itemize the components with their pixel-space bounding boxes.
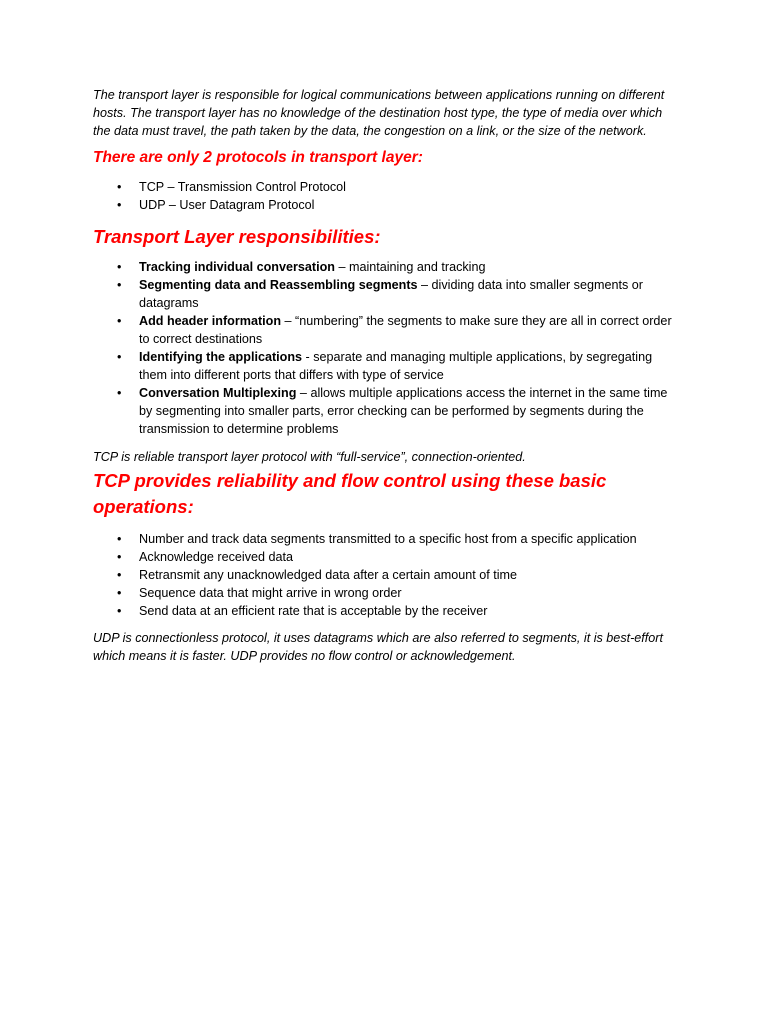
item-term: Conversation Multiplexing bbox=[139, 386, 297, 400]
list-item bbox=[93, 348, 678, 384]
list-item: • Retransmit any unacknowledged data after a certain amount of time bbox=[117, 568, 518, 582]
item-term: Add header information bbox=[139, 314, 282, 328]
bullet-icon: • bbox=[117, 260, 122, 274]
bullet-icon: • bbox=[117, 180, 122, 194]
item-description: - separate and managing multiple applications, by segregating them into different ports that differs with type of service bbox=[139, 350, 653, 382]
document-page bbox=[93, 86, 678, 665]
list-item: • UDP – User Datagram Protocol bbox=[117, 198, 315, 212]
bullet-icon: • bbox=[117, 386, 122, 400]
bullet-icon: • bbox=[117, 568, 122, 582]
list-item: • Number and track data segments transmitted to a specific host from a specific application bbox=[117, 532, 637, 546]
tcp-heading: TCP provides reliability and flow control using these basic operations: bbox=[93, 470, 607, 517]
bullet-icon: • bbox=[117, 604, 122, 618]
responsibilities-heading: Transport Layer responsibilities: bbox=[93, 226, 381, 247]
udp-note: UDP is connectionless protocol, it uses datagrams which are also referred to segments, it is best-effort which means it is faster. UDP provides no flow control or acknowledgement. bbox=[93, 631, 664, 663]
bullet-icon: • bbox=[117, 550, 122, 564]
protocols-list bbox=[93, 178, 678, 214]
protocols-heading: There are only 2 protocols in transport layer: bbox=[93, 149, 423, 166]
tcp-note: TCP is reliable transport layer protocol with “full-service”, connection-oriented. bbox=[93, 450, 526, 464]
item-description: – dividing data into smaller segments or datagrams bbox=[139, 278, 643, 310]
list-item: • Sequence data that might arrive in wrong order bbox=[117, 586, 402, 600]
list-item: • TCP – Transmission Control Protocol bbox=[117, 180, 346, 194]
bullet-icon: • bbox=[117, 586, 122, 600]
bullet-icon: • bbox=[117, 532, 122, 546]
item-description: – allows multiple applications access the internet in the same time by segmenting into smaller parts, error checking can be performed by segments during the transmission to determine problems bbox=[139, 386, 668, 436]
intro-paragraph: The transport layer is responsible for logical communications between applications running on different hosts. The transport layer has no knowledge of the destination host type, the type of media over which the data must travel, the path taken by the data, the congestion on a link, or the size of the network. bbox=[93, 88, 665, 138]
list-item: • Acknowledge received data bbox=[117, 550, 294, 564]
list-item bbox=[93, 276, 678, 312]
bullet-icon: • bbox=[117, 198, 122, 212]
list-item bbox=[93, 312, 678, 348]
list-item bbox=[93, 258, 678, 276]
bullet-icon: • bbox=[117, 350, 122, 364]
item-term: Identifying the applications bbox=[139, 350, 303, 364]
item-term: Tracking individual conversation bbox=[139, 260, 335, 274]
list-item bbox=[93, 384, 678, 438]
item-description: – “numbering” the segments to make sure they are all in correct order to correct destinations bbox=[139, 314, 672, 346]
tcp-operations-list bbox=[93, 530, 678, 620]
bullet-icon: • bbox=[117, 314, 122, 328]
list-item: • Send data at an efficient rate that is acceptable by the receiver bbox=[117, 604, 488, 618]
item-description: – maintaining and tracking bbox=[334, 260, 486, 274]
bullet-icon: • bbox=[117, 278, 122, 292]
responsibilities-list bbox=[93, 258, 678, 438]
item-term: Segmenting data and Reassembling segments bbox=[139, 278, 418, 292]
